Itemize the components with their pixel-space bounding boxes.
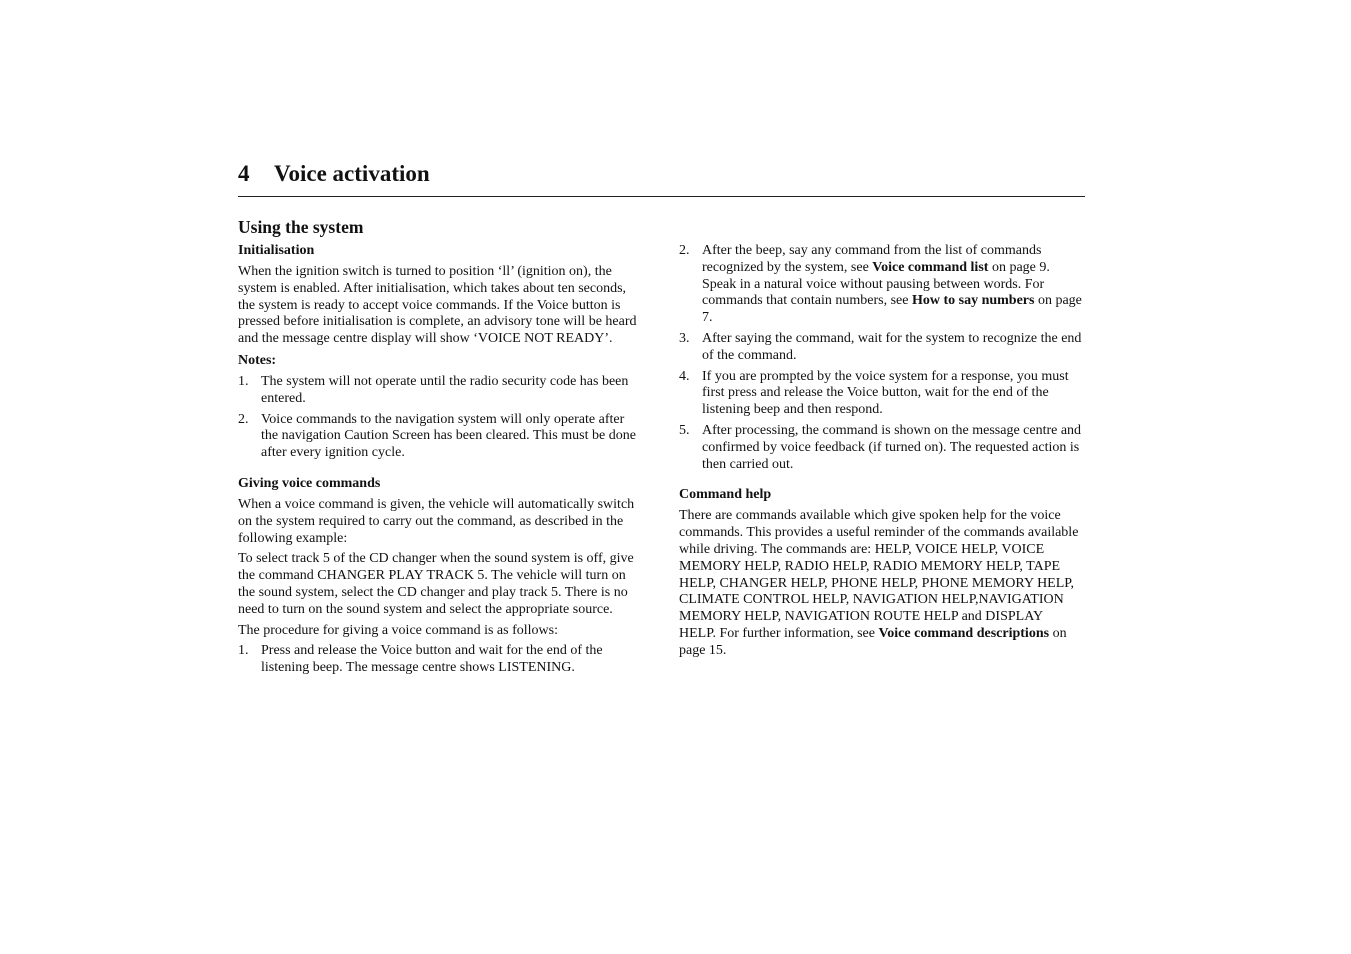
procedure-step	[679, 423, 1083, 473]
procedure-list-start	[238, 643, 642, 677]
step-text: After saying the command, wait for the system to recognize the end of the command.	[702, 330, 1082, 363]
step-number: 5.	[679, 422, 690, 438]
left-column	[238, 216, 642, 681]
step-number: 2.	[679, 243, 690, 258]
how-to-say-numbers-ref: How to say numbers	[911, 293, 1035, 309]
step-text-part: on page 7.	[702, 293, 1082, 326]
right-column	[679, 243, 1083, 664]
step-text: If you are prompted by the voice system for a response, you must first press and release the Voice button, wait for the end of the listening beep and then respond.	[702, 368, 1069, 418]
giving-commands-procedure: The procedure for giving a voice command is as follows:	[238, 622, 558, 638]
notes-list	[238, 374, 642, 462]
initialisation-heading: Initialisation	[238, 243, 315, 258]
giving-commands-heading: Giving voice commands	[238, 475, 381, 491]
note-item	[238, 412, 642, 462]
procedure-step	[679, 369, 1083, 419]
note-text: Voice commands to the navigation system will only operate after the navigation Caution Screen has been cleared. This must be done after every ignition cycle.	[261, 411, 636, 461]
voice-command-list-ref: Voice command list	[872, 259, 989, 275]
command-help-heading: Command help	[679, 487, 772, 503]
procedure-step	[238, 643, 642, 677]
note-text: The system will not operate until the radio security code has been entered.	[261, 373, 629, 406]
step-number: 1.	[238, 643, 249, 659]
step-text-part: After the beep, say any command from the list of commands recognized by the system, see	[702, 243, 1042, 275]
step-number: 3.	[679, 330, 690, 346]
help-text-part: on page 15.	[679, 625, 1067, 658]
step-text: Press and release the Voice button and wait for the end of the listening beep. The message centre shows LISTENING.	[261, 643, 603, 676]
command-help-text	[679, 508, 1083, 659]
initialisation-text: When the ignition switch is turned to position ‘ll’ (ignition on), the system is enabled. After initialisation, which takes about ten seconds, the system is ready to accept voice commands. If the Voice button is pressed before initialisation is complete, an advisory tone will be heard and the message centre display will show ‘VOICE NOT READY’.	[238, 264, 637, 347]
procedure-list-continued	[679, 243, 1083, 473]
chapter-heading	[238, 158, 1085, 197]
giving-commands-intro: When a voice command is given, the vehicle will automatically switch on the system required to carry out the command, as described in the following example:	[238, 496, 635, 546]
voice-command-descriptions-ref: Voice command descriptions	[878, 625, 1050, 641]
procedure-step	[679, 331, 1083, 365]
step-text-part: on page 9. Speak in a natural voice without pausing between words. For commands that contain numbers, see	[702, 259, 1050, 309]
help-text-part: There are commands available which give spoken help for the voice commands. This provides a useful reminder of the commands available while driving. The commands are: HELP, VOICE HELP, VOICE MEMORY HELP, RADIO HELP, RADIO MEMORY HELP, TAPE HELP, CHANGER HELP, PHONE HELP, PHONE MEMORY HELP, CLIMATE CONTROL HELP, NAVIGATION HELP,NAVIGATION MEMORY HELP, NAVIGATION ROUTE HELP and DISPLAY HELP. For further information, see	[679, 508, 1079, 641]
chapter-title: Voice activation	[274, 161, 430, 186]
notes-heading: Notes:	[238, 352, 277, 368]
step-text	[702, 243, 1082, 325]
step-number: 4.	[679, 368, 690, 384]
note-number: 1.	[238, 373, 249, 389]
chapter-number: 4	[238, 161, 250, 186]
section-title: Using the system	[238, 217, 364, 237]
step-text: After processing, the command is shown on the message centre and confirmed by voice feedback (if turned on). The requested action is then carried out.	[702, 422, 1082, 472]
note-item	[238, 374, 642, 408]
procedure-step	[679, 243, 1083, 327]
giving-commands-example: To select track 5 of the CD changer when the sound system is off, give the command CHANGER PLAY TRACK 5. The vehicle will turn on the sound system, select the CD changer and play track 5. There is no need to turn on the sound system and select the appropriate source.	[238, 551, 634, 617]
note-number: 2.	[238, 411, 249, 427]
